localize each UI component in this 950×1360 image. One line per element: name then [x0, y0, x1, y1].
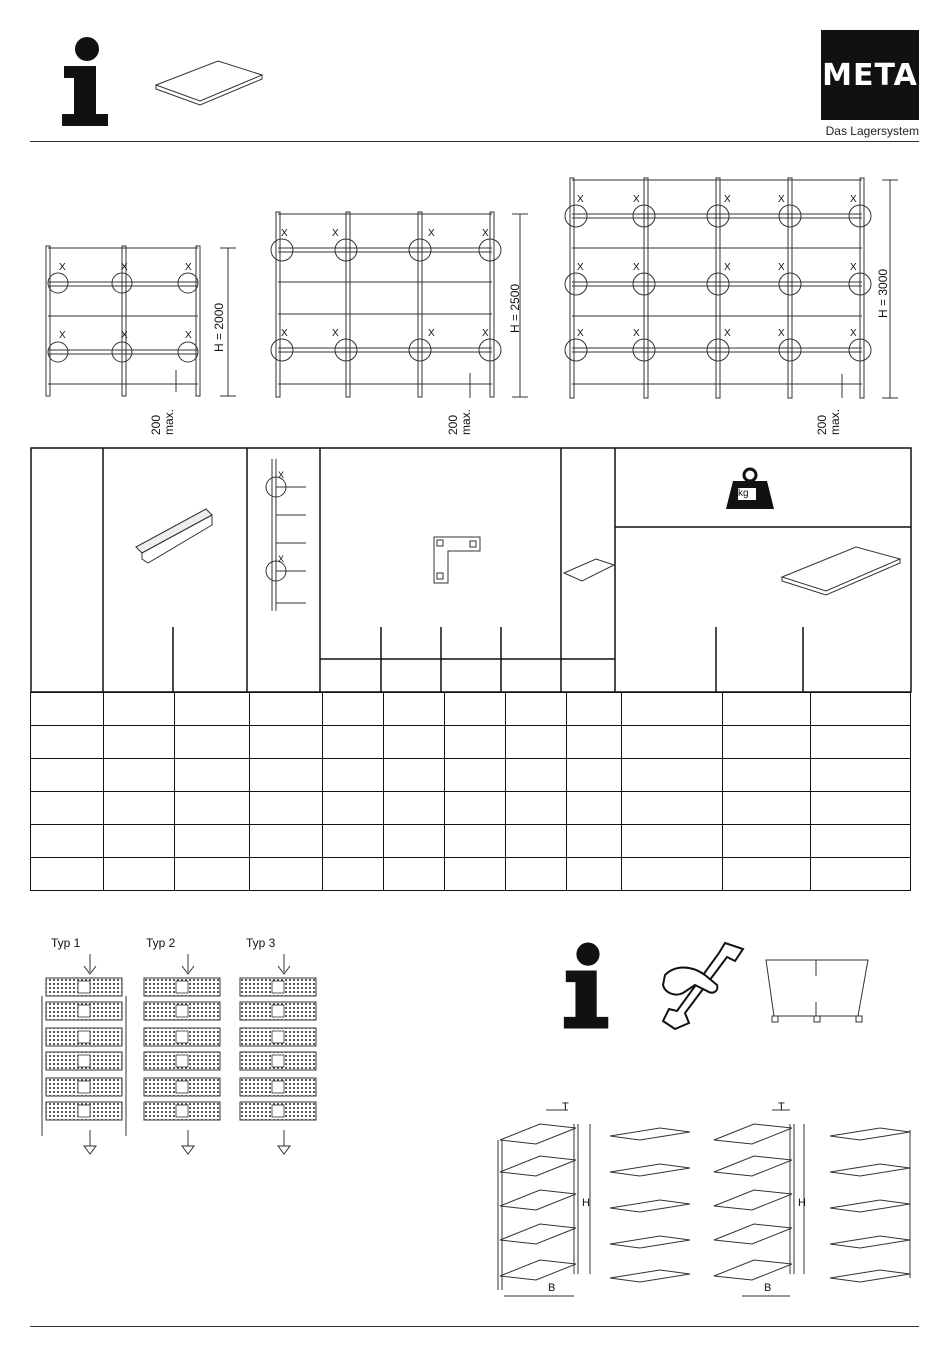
brand-tagline: Das Lagersystem	[825, 124, 919, 138]
marker: X	[633, 328, 640, 339]
height-label-3000: H = 3000	[876, 268, 890, 318]
panel-outline-icon	[760, 952, 875, 1032]
spec-table-frame	[30, 447, 912, 693]
clearance-value: 200	[815, 414, 829, 435]
marker: X	[577, 328, 584, 339]
spec-table-rows	[30, 692, 911, 891]
dim-width-label: B	[764, 1282, 772, 1294]
type-label-1: Typ 1	[51, 936, 81, 950]
marker: X	[850, 194, 857, 205]
table-row	[31, 726, 911, 759]
marker: X	[428, 328, 435, 339]
marker: X	[850, 262, 857, 273]
weight-icon-label: kg	[738, 488, 749, 499]
clearance-unit: max.	[162, 408, 176, 435]
marker: X	[59, 262, 66, 273]
marker: X	[278, 470, 285, 480]
marker: X	[633, 194, 640, 205]
marker: X	[724, 328, 731, 339]
marker: X	[724, 262, 731, 273]
marker: X	[281, 228, 288, 239]
table-row	[31, 693, 911, 726]
clearance-unit: max.	[828, 408, 842, 435]
dim-height-label: H	[582, 1197, 590, 1209]
dim-height-label: H	[798, 1197, 806, 1209]
table-row	[31, 759, 911, 792]
wrench-icon	[655, 935, 750, 1035]
marker: X	[778, 194, 785, 205]
rack-diagram-3000	[564, 174, 904, 402]
marker: X	[577, 194, 584, 205]
marker: X	[778, 262, 785, 273]
shelf-assembly-diagram	[490, 1100, 920, 1312]
hanging-types-diagram	[40, 950, 330, 1160]
header-divider	[30, 141, 919, 142]
marker: X	[281, 328, 288, 339]
marker: X	[185, 330, 192, 341]
dim-depth-label: T	[562, 1101, 569, 1113]
shelf-panel-icon	[150, 55, 270, 107]
marker: X	[482, 328, 489, 339]
footer-divider	[30, 1326, 919, 1327]
type-label-2: Typ 2	[146, 936, 176, 950]
table-row	[31, 858, 911, 891]
marker: X	[577, 262, 584, 273]
marker: X	[121, 330, 128, 341]
clearance-unit: max.	[459, 408, 473, 435]
marker: X	[59, 330, 66, 341]
dim-width-label: B	[548, 1282, 556, 1294]
clearance-value: 200	[149, 414, 163, 435]
marker: X	[850, 328, 857, 339]
table-row	[31, 825, 911, 858]
rack-diagram-2500	[268, 208, 538, 403]
type-label-3: Typ 3	[246, 936, 276, 950]
marker: X	[778, 328, 785, 339]
marker: X	[482, 228, 489, 239]
height-label-2500: H = 2500	[508, 283, 522, 333]
rack-diagram-2000	[40, 242, 240, 402]
marker: X	[633, 262, 640, 273]
brand-logo: META	[821, 30, 919, 120]
marker: X	[724, 194, 731, 205]
height-label-2000: H = 2000	[212, 302, 226, 352]
marker: X	[332, 328, 339, 339]
table-row	[31, 792, 911, 825]
clearance-value: 200	[446, 414, 460, 435]
dim-depth-label: T	[778, 1101, 785, 1113]
marker: X	[185, 262, 192, 273]
info-icon	[560, 940, 616, 1032]
marker: X	[332, 228, 339, 239]
marker: X	[428, 228, 435, 239]
info-icon	[58, 36, 116, 128]
marker: X	[278, 554, 285, 564]
marker: X	[121, 262, 128, 273]
